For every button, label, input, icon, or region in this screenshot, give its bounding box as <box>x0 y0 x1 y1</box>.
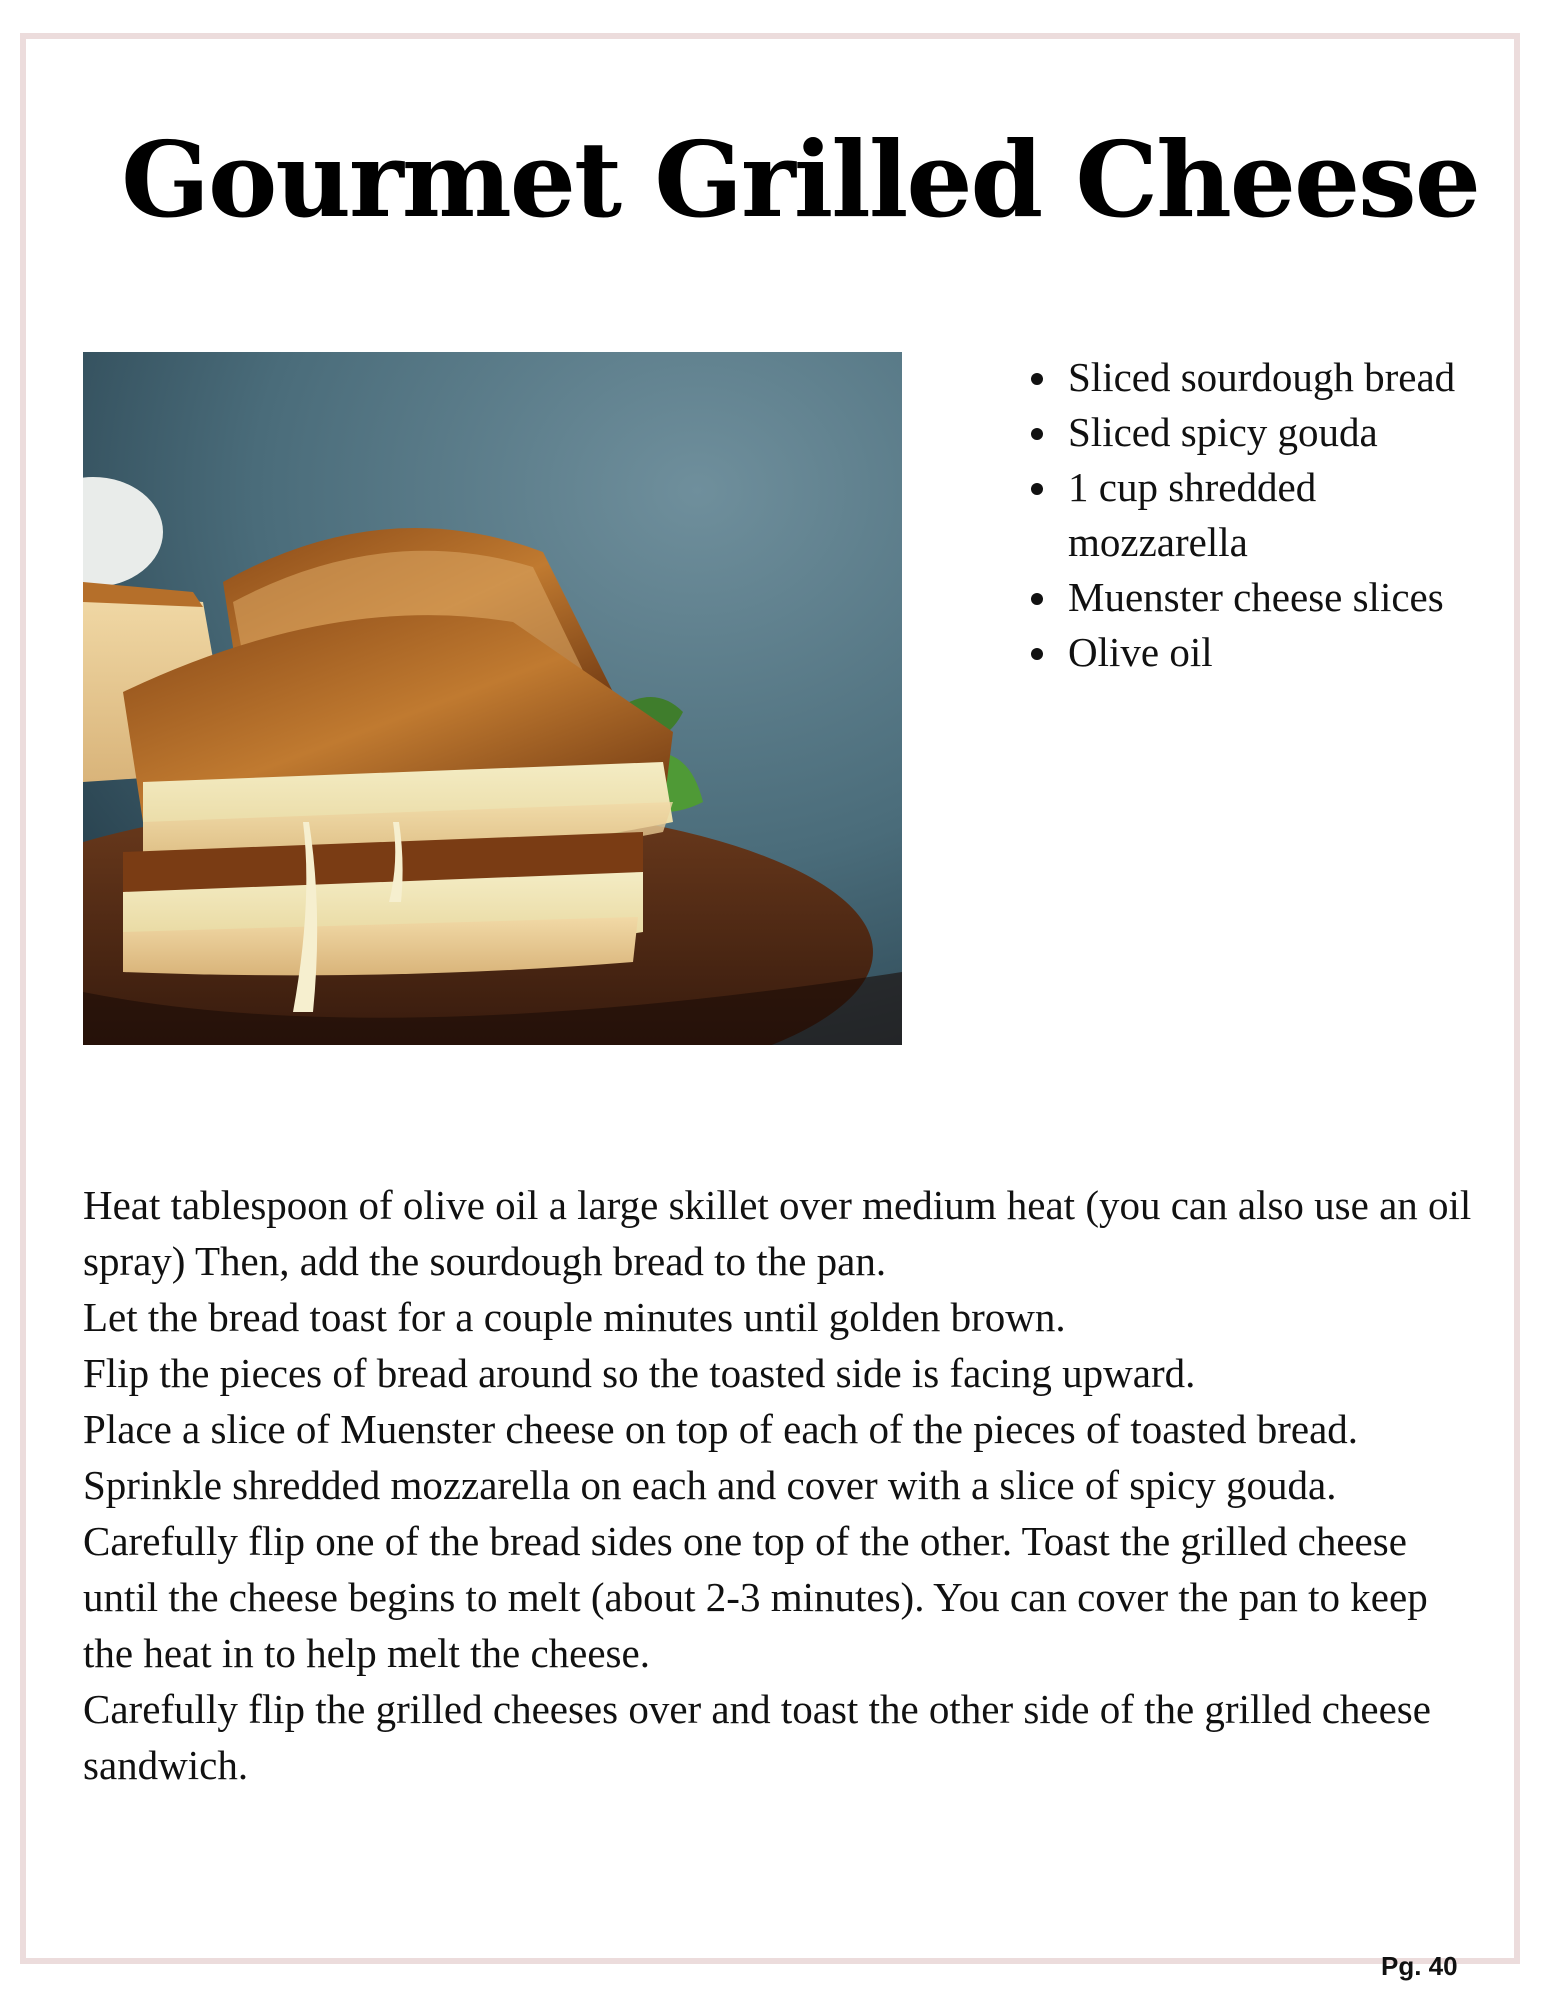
instruction-step: Carefully flip the grilled cheeses over and toast the other side of the grilled cheese sandwich. <box>83 1686 1431 1788</box>
page-title: Gourmet Grilled Cheese <box>121 118 1479 241</box>
ingredient-item: • Olive oil <box>1062 625 1502 680</box>
ingredient-item: • Sliced spicy gouda <box>1062 405 1502 460</box>
ingredient-item: • Muenster cheese slices <box>1062 570 1502 625</box>
instruction-step: Heat tablespoon of olive oil a large skillet over medium heat (you can also use an oil spray) Then, add the sourdough bread to the pan. <box>83 1182 1472 1284</box>
page-number: Pg. 40 <box>1381 1951 1458 1981</box>
ingredient-item: • 1 cup shredded mozzarella <box>1062 460 1502 570</box>
instruction-step: Carefully flip one of the bread sides one top of the other. Toast the grilled cheese until the cheese begins to melt (about 2-3 minutes). You can cover the pan to keep the heat in to help melt the cheese. <box>83 1518 1428 1676</box>
instruction-step: Flip the pieces of bread around so the toasted side is facing upward. <box>83 1350 1196 1396</box>
grilled-cheese-photo <box>83 352 902 1045</box>
instructions <box>83 1177 1483 1793</box>
ingredients-list <box>1028 350 1502 680</box>
ingredient-item: • Sliced sourdough bread <box>1062 350 1502 405</box>
instruction-step: Place a slice of Muenster cheese on top of each of the pieces of toasted bread. Sprinkle shredded mozzarella on each and cover with a slice of spicy gouda. <box>83 1406 1359 1508</box>
instruction-step: Let the bread toast for a couple minutes until golden brown. <box>83 1294 1066 1340</box>
